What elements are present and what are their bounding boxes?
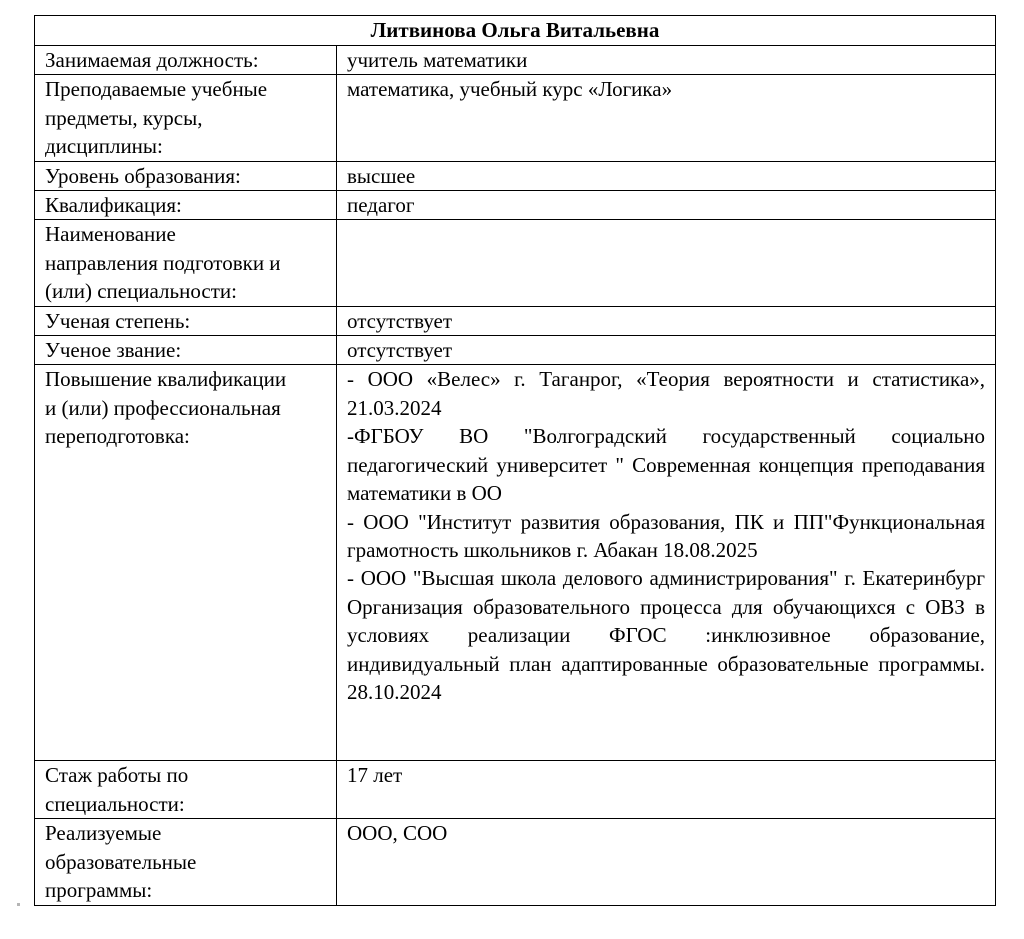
qualification-value: педагог xyxy=(337,191,996,220)
training-label-line: и (или) профессиональная xyxy=(45,395,281,420)
training-course-item: - ООО "Высшая школа делового администрирования" г. Екатеринбург Организация образовательного процесса для обучающихся с ОВЗ в условиях реализации ФГОС :инклюзивное образование, индивидуальный план адаптированные образовательные программы. 28.10.2024 xyxy=(347,566,986,704)
academic-title-value: отсутствует xyxy=(337,336,996,365)
subjects-label-line: дисциплины: xyxy=(45,134,163,159)
table-row-programs xyxy=(35,819,996,905)
programs-label xyxy=(35,819,337,905)
table-row-training xyxy=(35,365,996,761)
position-value: учитель математики xyxy=(337,46,996,75)
page-corner-mark xyxy=(17,903,20,906)
training-courses xyxy=(337,365,996,761)
training-label-line: Повышение квалификации xyxy=(45,367,287,392)
academic-degree-label: Ученая степень: xyxy=(35,306,337,335)
academic-title-label: Ученое звание: xyxy=(35,336,337,365)
specialty-label xyxy=(35,220,337,306)
table-row-name xyxy=(35,16,996,46)
specialty-label-line: (или) специальности: xyxy=(45,279,237,304)
table-row-specialty xyxy=(35,220,996,306)
training-label xyxy=(35,365,337,761)
experience-label-line: Стаж работы по xyxy=(45,763,189,788)
teacher-name: Литвинова Ольга Витальевна xyxy=(35,16,996,46)
subjects-label-line: предметы, курсы, xyxy=(45,105,203,130)
subjects-label-line: Преподаваемые учебные xyxy=(45,77,268,102)
education-level-label: Уровень образования: xyxy=(35,161,337,190)
specialty-label-line: направления подготовки и xyxy=(45,250,281,275)
programs-label-line: образовательные xyxy=(45,849,197,874)
education-level-value: высшее xyxy=(337,161,996,190)
table-row-education-level xyxy=(35,161,996,190)
table-row-position xyxy=(35,46,996,75)
subjects-value: математика, учебный курс «Логика» xyxy=(337,75,996,161)
programs-value: ООО, СОО xyxy=(337,819,996,905)
table-row-academic-title xyxy=(35,336,996,365)
academic-degree-value: отсутствует xyxy=(337,306,996,335)
table-row-qualification xyxy=(35,191,996,220)
position-label: Занимаемая должность: xyxy=(35,46,337,75)
table-row-academic-degree xyxy=(35,306,996,335)
table-row-experience xyxy=(35,761,996,819)
training-course-item: - ООО "Институт развития образования, ПК и ПП"Функциональная грамотность школьников г. Абакан 18.08.2025 xyxy=(347,509,986,562)
teacher-info-table xyxy=(34,15,996,906)
experience-label-line: специальности: xyxy=(45,791,185,816)
programs-label-line: Реализуемые xyxy=(45,821,162,846)
training-course-item: -ФГБОУ ВО "Волгоградский государственный социально педагогический университет " Современная концепция преподавания математики в ОО xyxy=(347,424,986,506)
qualification-label: Квалификация: xyxy=(35,191,337,220)
training-course-item: - ООО «Велес» г. Таганрог, «Теория вероятности и статистика», 21.03.2024 xyxy=(347,367,986,420)
table-row-subjects xyxy=(35,75,996,161)
experience-value: 17 лет xyxy=(337,761,996,819)
programs-label-line: программы: xyxy=(45,878,153,903)
specialty-label-line: Наименование xyxy=(45,222,176,247)
specialty-value xyxy=(337,220,996,306)
experience-label xyxy=(35,761,337,819)
subjects-label xyxy=(35,75,337,161)
training-label-line: переподготовка: xyxy=(45,424,190,449)
